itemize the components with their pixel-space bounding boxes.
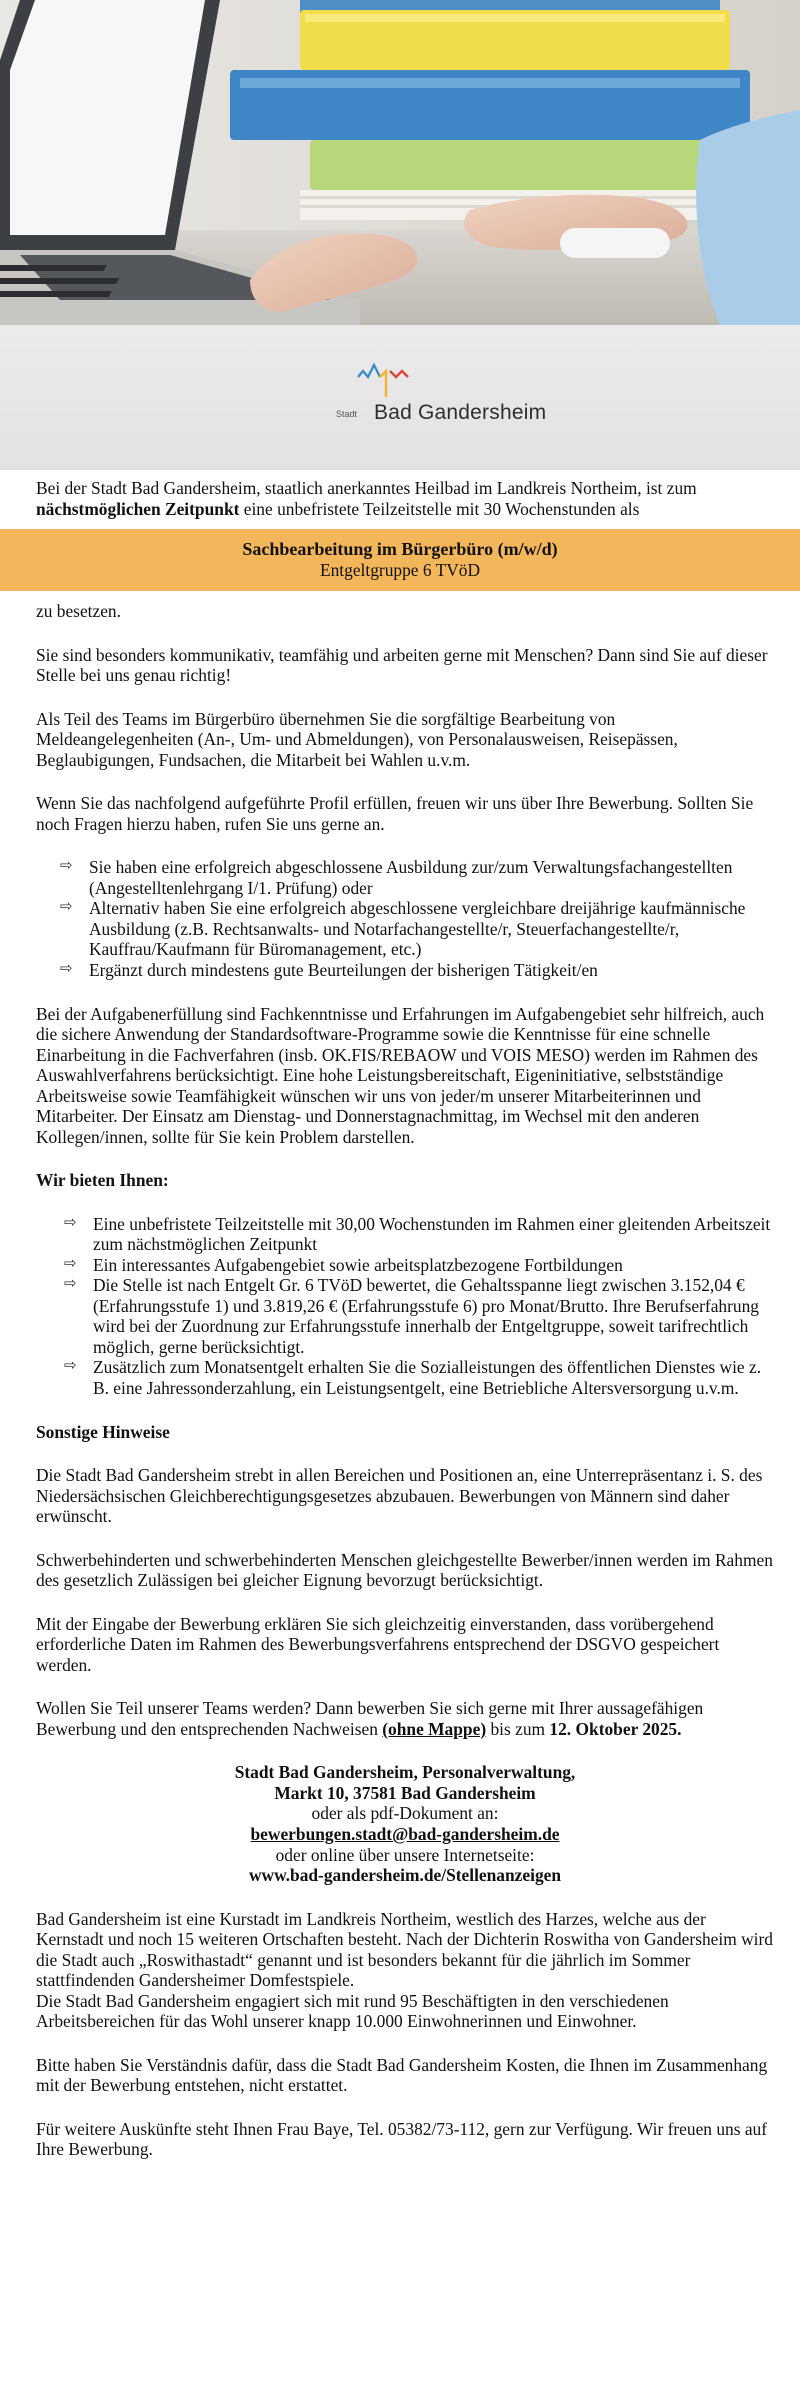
notes-paragraph-3: Mit der Eingabe der Bewerbung erklären Sie sich gleichzeitig einverstanden, dass vorübergehend erforderliche Daten im Rahmen des Bewerbungsverfahrens entsprechend der DSGVO gespeichert werden.: [36, 1613, 720, 1675]
about-paragraph-1: Bad Gandersheim ist eine Kurstadt im Landkreis Northeim, westlich des Harzes, welche aus der Kernstadt und noch 15 weiteren Ortschaften besteht. Nach der Dichterin Roswitha von Gandersheim wird die Stadt auch „Roswithastadt“ genannt und ist besonders bekannt für die jährlich im Sommer stattfindenden Gandersheimer Domfestspiele.: [36, 1908, 773, 1991]
list-item: ⇨ Zusätzlich zum Monatsentgelt erhalten Sie die Sozialleistungen des öffentlichen Dienstes wie z. B. eine Jahressonderzahlung, ein Leistungsentgelt, eine Betriebliche Altersversorgung u.v.m.: [64, 1356, 762, 1398]
profile-list: [36, 857, 774, 980]
website-link[interactable]: www.bad-gandersheim.de/Stellenanzeigen: [248, 1865, 562, 1886]
closing-paragraph-2: Für weitere Auskünfte steht Ihnen Frau Baye, Tel. 05382/73-112, gern zur Verfügung. Wir freuen uns auf Ihre Bewerbung.: [36, 2118, 768, 2160]
notes-paragraph-1: Die Stadt Bad Gandersheim strebt in allen Bereichen und Positionen an, eine Unterrepräsentanz i. S. des Niedersächsischen Gleichberechtigungsgesetzes abzubauen. Bewerbungen von Männern sind daher erwünscht.: [36, 1465, 763, 1527]
arrow-right-icon: ⇨: [64, 1274, 77, 1293]
logo-small-text: Stadt: [336, 409, 358, 419]
logo-band: [0, 325, 800, 470]
list-item: ⇨ Ein interessantes Aufgabengebiet sowie arbeitsplatzbezogene Fortbildungen: [64, 1253, 623, 1275]
closing-paragraph-1: Bitte haben Sie Verständnis dafür, dass die Stadt Bad Gandersheim Kosten, die Ihnen im Zusammenhang mit der Bewerbung entstehen, nicht erstattet.: [36, 2054, 768, 2096]
skills-paragraph: Bei der Aufgabenerfüllung sind Fachkenntnisse und Erfahrungen im Aufgabengebiet sehr hilfreich, auch die sichere Anwendung der Standardsoftware-Programme sowie die Kenntnisse für eine schnelle Einarbeitung in die Fachverfahren (insb. OK.FIS/REBAOW und VOIS MESO) werden im Rahmen des Auswahlverfahrens berücksichtigt. Eine hohe Leistungsbereitschaft, Eigeninitiative, selbstständige Arbeitsweise sowie Teamfähigkeit wünschen wir uns von jeder/m unserer Mitarbeiterinnen und Mitarbeiter. Der Einsatz am Dienstag- und Donnerstagnachmittag, im Wechsel mit den anderen Kollegen/innen, sollte für Sie kein Problem darstellen.: [36, 1003, 765, 1147]
city-logo: [328, 357, 547, 437]
address-line-2: Markt 10, 37581 Bad Gandersheim: [274, 1782, 536, 1803]
arrow-right-icon: ⇨: [60, 897, 73, 916]
deadline: 12. Oktober 2025.: [549, 1718, 682, 1739]
arrow-right-icon: ⇨: [60, 958, 73, 977]
address-line-3: oder als pdf-Dokument an:: [311, 1803, 499, 1824]
intro-bold: nächstmöglichen Zeitpunkt: [36, 498, 240, 519]
body-content: [0, 601, 800, 2160]
job-title-bar: [0, 529, 800, 591]
offer-list: [36, 1214, 774, 1399]
no-folder-note: (ohne Mappe): [382, 1718, 487, 1739]
after-job-text: zu besetzen.: [36, 601, 121, 622]
email-link[interactable]: bewerbungen.stadt@bad-gandersheim.de: [250, 1823, 560, 1844]
arrow-right-icon: ⇨: [64, 1253, 77, 1272]
job-title: Sachbearbeitung im Bürgerbüro (m/w/d): [242, 539, 558, 560]
arrow-right-icon: ⇨: [64, 1212, 77, 1231]
contact-address: [36, 1762, 774, 1885]
logo-name: Bad Gandersheim: [374, 401, 547, 424]
intro-part1: Bei der Stadt Bad Gandersheim, staatlich anerkanntes Heilbad im Landkreis Northeim, ist zum: [36, 478, 697, 498]
hero-photo: [0, 0, 800, 325]
list-item: ⇨ Ergänzt durch mindestens gute Beurteilungen der bisherigen Tätigkeit/en: [60, 958, 598, 980]
list-item: ⇨ Sie haben eine erfolgreich abgeschlossene Ausbildung zur/zum Verwaltungsfachangestellten (Angestelltenlehrgang I/1. Prüfung) oder: [60, 856, 733, 898]
address-line-5: oder online über unsere Internetseite:: [275, 1844, 535, 1865]
address-line-1: Stadt Bad Gandersheim, Personalverwaltung,: [234, 1762, 576, 1783]
offer-heading: Wir bieten Ihnen:: [36, 1170, 169, 1191]
notes-paragraph-2: Schwerbehinderten und schwerbehinderten Menschen gleichgestellte Bewerber/innen werden im Rahmen des gesetzlich Zulässigen bei gleicher Eignung bevorzugt berücksichtigt.: [36, 1549, 773, 1591]
paragraph-3: Wenn Sie das nachfolgend aufgeführte Profil erfüllen, freuen wir uns über Ihre Bewerbung. Sollten Sie noch Fragen hierzu haben, rufen Sie uns gerne an.: [36, 793, 754, 834]
list-item: ⇨ Eine unbefristete Teilzeitstelle mit 30,00 Wochenstunden im Rahmen einer gleitenden Arbeitszeit zum nächstmöglichen Zeitpunkt: [64, 1212, 771, 1255]
list-item: ⇨ Alternativ haben Sie eine erfolgreich abgeschlossene vergleichbare dreijährige kaufmännische Ausbildung (z.B. Rechtsanwalts- und Notarfachangestellte/r, Steuerfachangestellte/r, Kauffrau/Kaufmann für Büromanagement, etc.): [60, 897, 746, 960]
list-item: ⇨ Die Stelle ist nach Entgelt Gr. 6 TVöD bewertet, die Gehaltsspanne liegt zwischen 3.152,04 € (Erfahrungsstufe 1) und 3.819,26 € (Erfahrungsstufe 6) pro Monat/Brutto. Ihre Berufserfahrung wird bei der Zuordnung zur Erfahrungsstufe innerhalb der Entgeltgruppe, soweit tarifrechtlich möglich, gerne berücksichtigt.: [64, 1274, 759, 1357]
arrow-right-icon: ⇨: [64, 1356, 77, 1375]
sleeve: [696, 110, 800, 325]
paragraph-1: Sie sind besonders kommunikativ, teamfähig und arbeiten gerne mit Menschen? Dann sind Sie auf dieser Stelle bei uns genau richtig!: [36, 644, 768, 686]
about-paragraph-2: Die Stadt Bad Gandersheim engagiert sich mit rund 95 Beschäftigten in den verschiedenen Arbeitsbereichen für das Wohl unserer knapp 10.000 Einwohnerinnen und Einwohner.: [36, 1990, 669, 2032]
notes-heading: Sonstige Hinweise: [36, 1421, 170, 1442]
arrow-right-icon: ⇨: [60, 856, 73, 875]
intro-part2: eine unbefristete Teilzeitstelle mit 30 Wochenstunden als: [239, 498, 640, 519]
apply-paragraph: Wollen Sie Teil unserer Teams werden? Dann bewerben Sie sich gerne mit Ihrer aussagefähigen Bewerbung und den entsprechenden Nachweisen (ohne Mappe) bis zum 12. Oktober 2025.: [36, 1698, 704, 1739]
paragraph-2: Als Teil des Teams im Bürgerbüro übernehmen Sie die sorgfältige Bearbeitung von Meldeangelegenheiten (An-, Um- und Abmeldungen), von Personalausweisen, Reisepässen, Beglaubigungen, Fundsachen, die Mitarbeit bei Wahlen u.v.m.: [36, 708, 678, 770]
office-laptop-illustration: [0, 0, 800, 325]
main-content: [0, 478, 800, 519]
logo-mark-icon: [328, 357, 528, 401]
intro-text: [36, 478, 774, 519]
job-pay-group: Entgeltgruppe 6 TVöD: [319, 560, 481, 581]
